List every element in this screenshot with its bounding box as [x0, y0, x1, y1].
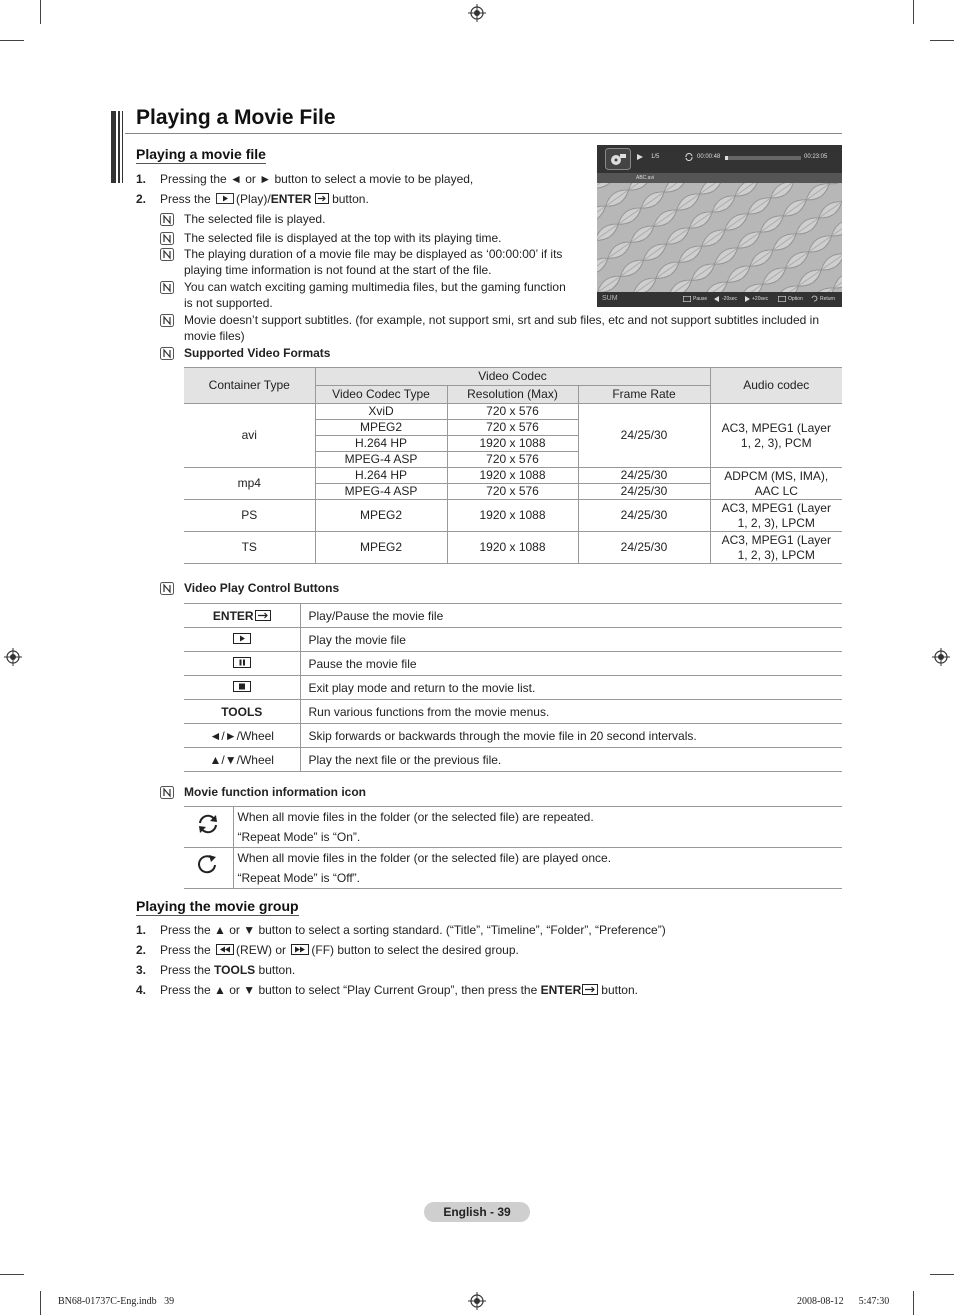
audio-line: AAC LC	[754, 483, 798, 498]
step-text: Press the	[160, 963, 211, 977]
cell-resolution: 720 x 576	[447, 484, 578, 500]
step-3	[136, 962, 295, 978]
cell-audio	[710, 532, 842, 564]
step-1	[136, 922, 666, 938]
cell-codec: MPEG2	[315, 500, 447, 532]
filename: ABC.avi	[636, 175, 655, 181]
cell-audio	[710, 468, 842, 500]
table-row	[184, 848, 842, 889]
step-text: (REW) or	[236, 943, 287, 957]
crop-mark	[930, 1274, 954, 1275]
step-number: 4.	[136, 983, 147, 997]
sum-label: SUM	[602, 295, 618, 302]
cell-frame-rate: 24/25/30	[578, 500, 710, 532]
crop-mark	[913, 1291, 914, 1315]
note-heading	[160, 580, 580, 596]
note-text: Movie doesn’t support subtitles. (for example, not support smi, srt and sub files, etc and not support subtitles included in	[184, 313, 819, 327]
crop-mark	[913, 0, 914, 24]
crop-mark	[40, 1291, 41, 1315]
note-icon	[160, 347, 174, 360]
audio-line: ADPCM (MS, IMA),	[724, 468, 829, 483]
note-icon	[160, 314, 174, 327]
cell-resolution: 1920 x 1088	[447, 532, 578, 564]
note-text: movie files)	[184, 329, 245, 343]
crop-mark	[0, 40, 24, 41]
key-cell	[184, 676, 300, 700]
description-cell: Play/Pause the movie file	[300, 604, 842, 628]
table-row	[184, 500, 842, 532]
left-right-wheel-label: ◄/►/Wheel	[209, 728, 274, 743]
cell-resolution: 1920 x 1088	[447, 500, 578, 532]
back-label: -20sec	[722, 296, 738, 302]
description-cell: Pause the movie file	[300, 652, 842, 676]
key-cell	[184, 604, 300, 628]
note-icon	[160, 248, 174, 261]
step-number: 2.	[136, 943, 147, 957]
description-line: When all movie files in the folder (or the selected file) are played once.	[237, 851, 612, 865]
key-cell	[184, 724, 300, 748]
note-text: The selected file is displayed at the top with its playing time.	[184, 231, 502, 245]
note-icon	[160, 281, 174, 294]
audio-line: 1, 2, 3), LPCM	[737, 547, 815, 562]
supported-formats-heading: Supported Video Formats	[184, 346, 331, 360]
forward-icon	[745, 296, 751, 302]
chapter-marker	[111, 111, 125, 183]
description-cell: Run various functions from the movie menus.	[300, 700, 842, 724]
repeat-on-icon	[196, 813, 220, 835]
registration-mark-icon	[932, 648, 950, 666]
audio-line: AC3, MPEG1 (Layer	[721, 420, 831, 435]
movie-app-icon	[605, 148, 631, 170]
cell-audio	[710, 500, 842, 532]
crop-mark	[0, 1274, 24, 1275]
audio-line: 1, 2, 3), PCM	[740, 435, 812, 450]
cell-container: TS	[184, 532, 315, 564]
title-divider	[125, 133, 842, 134]
key-cell	[184, 748, 300, 772]
header-video-codec: Video Codec	[315, 368, 710, 386]
note-text: You can watch exciting gaming multimedia files, but the gaming function	[184, 280, 566, 294]
table-row	[184, 724, 842, 748]
page-number-badge: English - 39	[424, 1202, 530, 1222]
file-counter: 1/5	[651, 154, 660, 160]
registration-mark-icon	[468, 4, 486, 22]
file-info: BN68-01737C-Eng.indb 39	[58, 1296, 175, 1307]
total-time: 00:23:05	[804, 154, 828, 160]
table-row	[184, 652, 842, 676]
note-text: The playing duration of a movie file may be displayed as ‘00:00:00’ if its	[184, 247, 563, 261]
audio-line: 1, 2, 3), LPCM	[737, 515, 815, 530]
note	[160, 211, 580, 227]
enter-key-label: ENTER	[212, 608, 254, 623]
return-icon	[811, 295, 818, 302]
stop-key-icon	[233, 681, 251, 692]
step-text: Press the	[160, 943, 211, 957]
step-text: Press the ▲ or ▼ button to select “Play Current Group”, then press the	[160, 983, 538, 997]
audio-line: AC3, MPEG1 (Layer	[721, 500, 831, 515]
icon-cell	[184, 848, 233, 889]
description-cell: Exit play mode and return to the movie list.	[300, 676, 842, 700]
note-heading	[160, 784, 580, 800]
header-container-type: Container Type	[184, 368, 315, 404]
note	[160, 246, 590, 278]
step-2	[136, 942, 519, 958]
registration-mark-icon	[4, 648, 22, 666]
crop-mark	[930, 40, 954, 41]
step-text: button.	[258, 963, 296, 977]
description-line: “Repeat Mode” is “Off”.	[237, 871, 360, 885]
enter-key-icon	[582, 984, 598, 995]
pause-key-icon	[233, 657, 251, 668]
tools-label: TOOLS	[214, 963, 256, 977]
player-control-bar	[597, 292, 842, 307]
option-label: Option	[788, 296, 803, 302]
rewind-key-icon	[216, 944, 234, 955]
player-info-bar	[597, 145, 842, 173]
table-row	[184, 700, 842, 724]
forward-label: +20sec	[752, 296, 769, 302]
play-key-icon	[233, 633, 251, 644]
step-number: 3.	[136, 963, 147, 977]
cell-resolution: 720 x 576	[447, 452, 578, 468]
audio-line: AC3, MPEG1 (Layer	[721, 532, 831, 547]
cell-resolution: 1920 x 1088	[447, 436, 578, 452]
cell-audio	[710, 404, 842, 468]
page-title: Playing a Movie File	[136, 106, 336, 129]
enter-icon	[683, 296, 691, 302]
step-number: 1.	[136, 923, 147, 937]
note	[160, 279, 590, 311]
note-text: is not supported.	[184, 296, 273, 310]
cell-codec: XviD	[315, 404, 447, 420]
description-cell: Play the movie file	[300, 628, 842, 652]
progress-bar	[725, 156, 801, 160]
table-row	[184, 628, 842, 652]
cell-codec: MPEG-4 ASP	[315, 452, 447, 468]
crop-mark	[40, 0, 41, 24]
table-row	[184, 468, 842, 484]
option-icon	[778, 296, 786, 302]
cell-codec: MPEG2	[315, 420, 447, 436]
cell-resolution: 720 x 576	[447, 420, 578, 436]
description-line: When all movie files in the folder (or the selected file) are repeated.	[237, 810, 594, 824]
key-cell	[184, 652, 300, 676]
key-cell	[184, 700, 300, 724]
repeat-status-icon	[684, 152, 694, 162]
cell-frame-rate: 24/25/30	[578, 468, 710, 484]
table-row	[184, 532, 842, 564]
header-resolution: Resolution (Max)	[447, 386, 578, 404]
note-icon	[160, 582, 174, 595]
description-cell: Play the next file or the previous file.	[300, 748, 842, 772]
note-icon	[160, 213, 174, 226]
enter-key-icon	[315, 193, 329, 204]
step-text: Pressing the ◄ or ► button to select a movie to be played,	[160, 172, 474, 186]
table-row	[184, 404, 842, 420]
tv-screen-illustration	[597, 145, 842, 307]
step-text: button.	[332, 192, 369, 206]
note	[160, 312, 850, 344]
step-text: button.	[601, 983, 638, 997]
cell-codec: MPEG2	[315, 532, 447, 564]
table-header-row	[184, 368, 842, 386]
note-icon	[160, 232, 174, 245]
note-icon	[160, 786, 174, 799]
play-key-icon	[216, 193, 234, 204]
cell-resolution: 1920 x 1088	[447, 468, 578, 484]
cell-codec: MPEG-4 ASP	[315, 484, 447, 500]
cell-frame-rate: 24/25/30	[578, 404, 710, 468]
step-text: (Play)/	[236, 192, 271, 206]
step-1	[136, 171, 473, 187]
step-text: Press the	[160, 192, 211, 206]
key-cell	[184, 628, 300, 652]
table-row	[184, 807, 842, 848]
repeat-off-icon	[196, 854, 220, 876]
note-text: playing time information is not found at the start of the file.	[184, 263, 492, 277]
cell-codec: H.264 HP	[315, 468, 447, 484]
note-text: The selected file is played.	[184, 212, 326, 226]
section-title-playing-movie-group: Playing the movie group	[136, 898, 299, 914]
function-icon-table	[184, 806, 842, 889]
cell-frame-rate: 24/25/30	[578, 484, 710, 500]
header-codec-type: Video Codec Type	[315, 386, 447, 404]
description-line: “Repeat Mode” is “On”.	[237, 830, 361, 844]
fast-forward-key-icon	[291, 944, 309, 955]
return-label: Return	[820, 296, 836, 302]
play-status-icon	[636, 153, 644, 161]
header-frame-rate: Frame Rate	[578, 386, 710, 404]
rewind-icon	[714, 296, 720, 302]
function-icon-heading: Movie function information icon	[184, 785, 366, 799]
cell-container: mp4	[184, 468, 315, 500]
cell-frame-rate: 24/25/30	[578, 532, 710, 564]
step-number: 2.	[136, 192, 147, 206]
table-row	[184, 676, 842, 700]
enter-key-icon	[255, 610, 271, 621]
step-2	[136, 191, 369, 207]
current-time: 00:00:48	[697, 154, 721, 160]
print-timestamp: 2008-08-12 5:47:30	[797, 1296, 890, 1307]
step-number: 1.	[136, 172, 147, 186]
section-title-playing-movie-file: Playing a movie file	[136, 146, 266, 162]
step-text: (FF) button to select the desired group.	[311, 943, 519, 957]
header-audio-codec: Audio codec	[710, 368, 842, 404]
supported-formats-table	[184, 367, 842, 564]
pause-label: Pause	[693, 296, 708, 302]
enter-label: ENTER	[540, 983, 582, 997]
enter-label: ENTER	[270, 192, 312, 206]
control-buttons-table	[184, 603, 842, 772]
table-row	[184, 604, 842, 628]
tools-key-label: TOOLS	[221, 704, 263, 719]
icon-cell	[184, 807, 233, 848]
control-buttons-heading: Video Play Control Buttons	[184, 581, 340, 595]
step-4	[136, 982, 638, 998]
description-cell	[233, 807, 842, 848]
step-text: Press the ▲ or ▼ button to select a sorting standard. (“Title”, “Timeline”, “Folder”, “Preference”)	[160, 923, 666, 937]
cell-codec: H.264 HP	[315, 436, 447, 452]
cell-resolution: 720 x 576	[447, 404, 578, 420]
cell-container: PS	[184, 500, 315, 532]
cell-container: avi	[184, 404, 315, 468]
table-row	[184, 748, 842, 772]
filename-bar	[597, 173, 842, 183]
up-down-wheel-label: ▲/▼/Wheel	[209, 752, 274, 767]
note	[160, 230, 580, 246]
description-cell: Skip forwards or backwards through the movie file in 20 second intervals.	[300, 724, 842, 748]
note-heading	[160, 345, 580, 361]
description-cell	[233, 848, 842, 889]
registration-mark-icon	[468, 1292, 486, 1310]
